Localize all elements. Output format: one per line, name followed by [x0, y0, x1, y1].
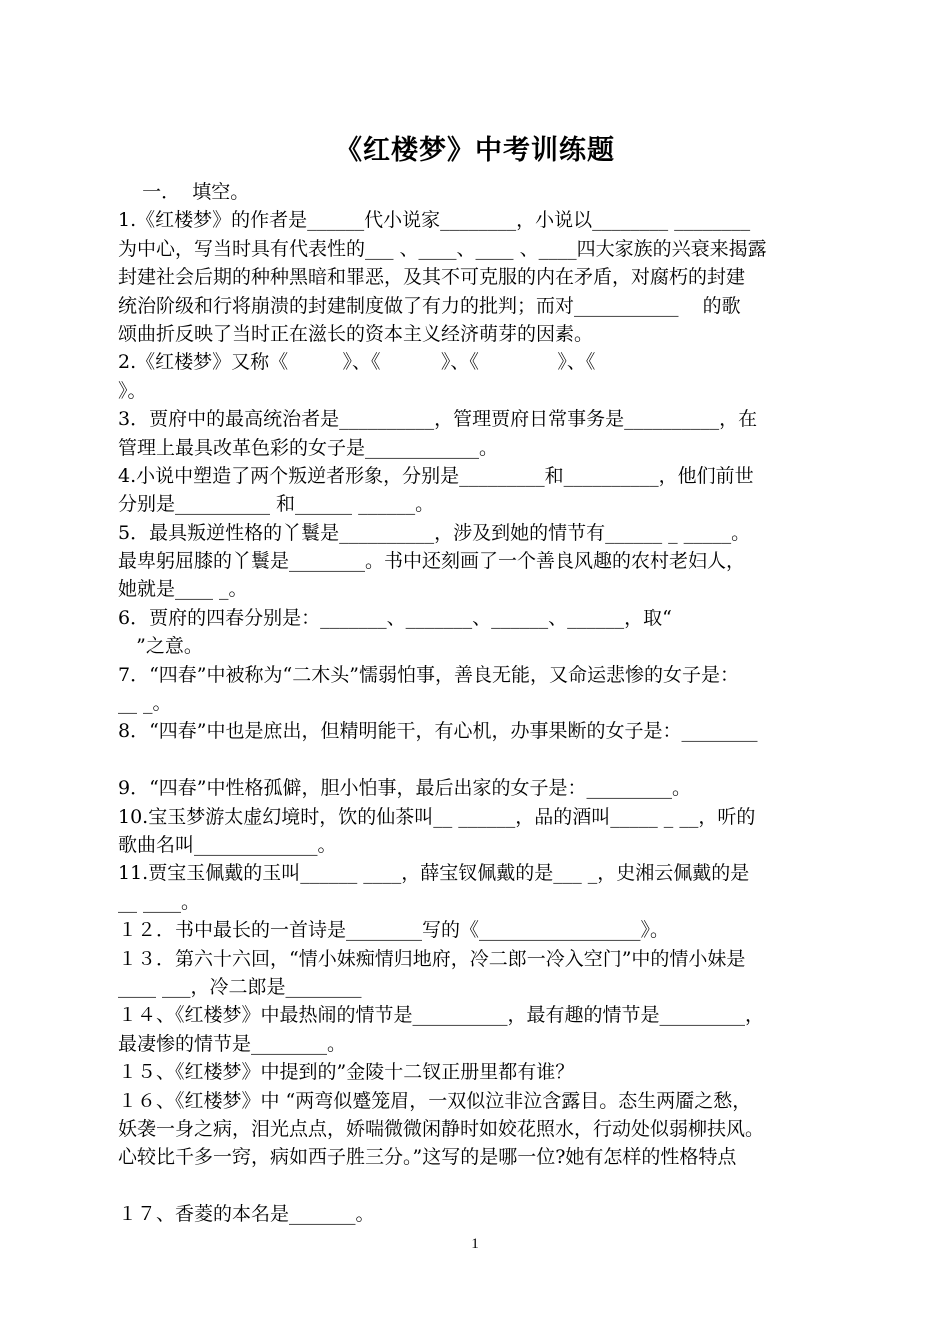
question-1-line-3: 封建社会后期的种种黑暗和罪恶，及其不可克服的内在矛盾，对腐朽的封建 [118, 266, 746, 289]
question-16-line-2: 妖袭一身之病，泪光点点，娇喘微微闲静时如姣花照水，行动处似弱柳扶风。 [118, 1117, 765, 1140]
question-8-line-1: 8．“四春”中也是庶出，但精明能干，有心机，办事果断的女子是：________ [118, 720, 758, 743]
question-2-line-2: 》。 [118, 379, 147, 402]
question-5-line-2: 最卑躬屈膝的丫鬟是________。书中还刻画了一个善良风趣的农村老妇人， [118, 550, 746, 573]
question-14-line-1: １４、《红楼梦》中最热闹的情节是__________，最有趣的情节是_________， [118, 1004, 765, 1027]
question-5-line-1: 5．最具叛逆性格的丫鬟是__________，涉及到她的情节有______ _ _____。 [118, 521, 751, 544]
page-title: 《红楼梦》中考训练题 [335, 135, 615, 166]
question-9-line-1: 9．“四春”中性格孤僻，胆小怕事，最后出家的女子是：_________。 [118, 777, 692, 800]
question-13-line-2: ____ ___，冷二郎是________ [118, 975, 362, 998]
question-6-line-1: 6．贾府的四春分别是：_______、_______、______、______，取“ [118, 606, 672, 629]
question-3-line-1: 3．贾府中的最高统治者是__________，管理贾府日常事务是__________，在 [118, 408, 758, 431]
question-16-line-3: 心较比千多一窍，病如西子胜三分。”这写的是哪一位?她有怎样的性格特点 [118, 1146, 737, 1169]
question-3-line-2: 管理上最具改革色彩的女子是____________。 [118, 436, 499, 459]
question-7-line-2: __ _。 [118, 692, 172, 715]
blank-line [118, 746, 840, 774]
question-1-line-2: 为中心，写当时具有代表性的___ 、____、____ 、____四大家族的兴衰来揭露 [118, 237, 767, 260]
blank-line [118, 1172, 840, 1200]
question-1-line-1: 1.《红楼梦》的作者是______代小说家________，小说以________ ________ [118, 209, 751, 232]
question-11-line-2: __ ____。 [118, 890, 201, 913]
question-13-line-1: １３．第六十六回，“情小妹痴情归地府，冷二郎一冷入空门”中的情小妹是 [118, 947, 746, 970]
question-6-line-2: ”之意。 [118, 635, 203, 658]
question-1-line-5: 颂曲折反映了当时正在滋长的资本主义经济萌芽的因素。 [118, 322, 594, 345]
question-11-line-1: 11.贾宝玉佩戴的玉叫______ ____，薛宝钗佩戴的是___ _，史湘云佩戴的是 [118, 862, 750, 885]
question-17-line-1: １７、香菱的本名是_______。 [118, 1203, 375, 1226]
question-10-line-1: 10.宝玉梦游太虚幻境时，饮的仙茶叫__ ______，品的酒叫_____ _ __，听的 [118, 805, 756, 828]
section-heading: 一． 填空。 [118, 181, 250, 203]
question-15-line-1: １５、《红楼梦》中提到的”金陵十二钗正册里都有谁？ [118, 1061, 575, 1084]
question-7-line-1: 7．“四春”中被称为“二木头”懦弱怕事，善良无能，又命运悲惨的女子是： [118, 663, 739, 686]
question-2-line-1: 2.《红楼梦》又称《 》、《 》、《 》、《 [118, 351, 596, 374]
question-list [118, 178, 840, 1228]
question-4-line-1: 4.小说中塑造了两个叛逆者形象，分别是_________和__________，他们前世 [118, 464, 754, 487]
question-14-line-2: 最凄惨的情节是________。 [118, 1032, 347, 1055]
question-12-line-1: １２．书中最长的一首诗是________写的《_________________》。 [118, 919, 670, 942]
question-4-line-2: 分别是__________ 和______ ______。 [118, 493, 435, 516]
question-5-line-3: 她就是____ _。 [118, 578, 248, 601]
page-number: 1 [471, 1236, 479, 1252]
question-1-line-4: 统治阶级和行将崩溃的封建制度做了有力的批判；而对___________ 的歌 [118, 294, 741, 317]
question-10-line-2: 歌曲名叫_____________。 [118, 833, 337, 856]
question-16-line-1: １６、《红楼梦》中 “两弯似蹙笼眉，一双似泣非泣含露目。态生两靥之愁， [118, 1089, 752, 1112]
